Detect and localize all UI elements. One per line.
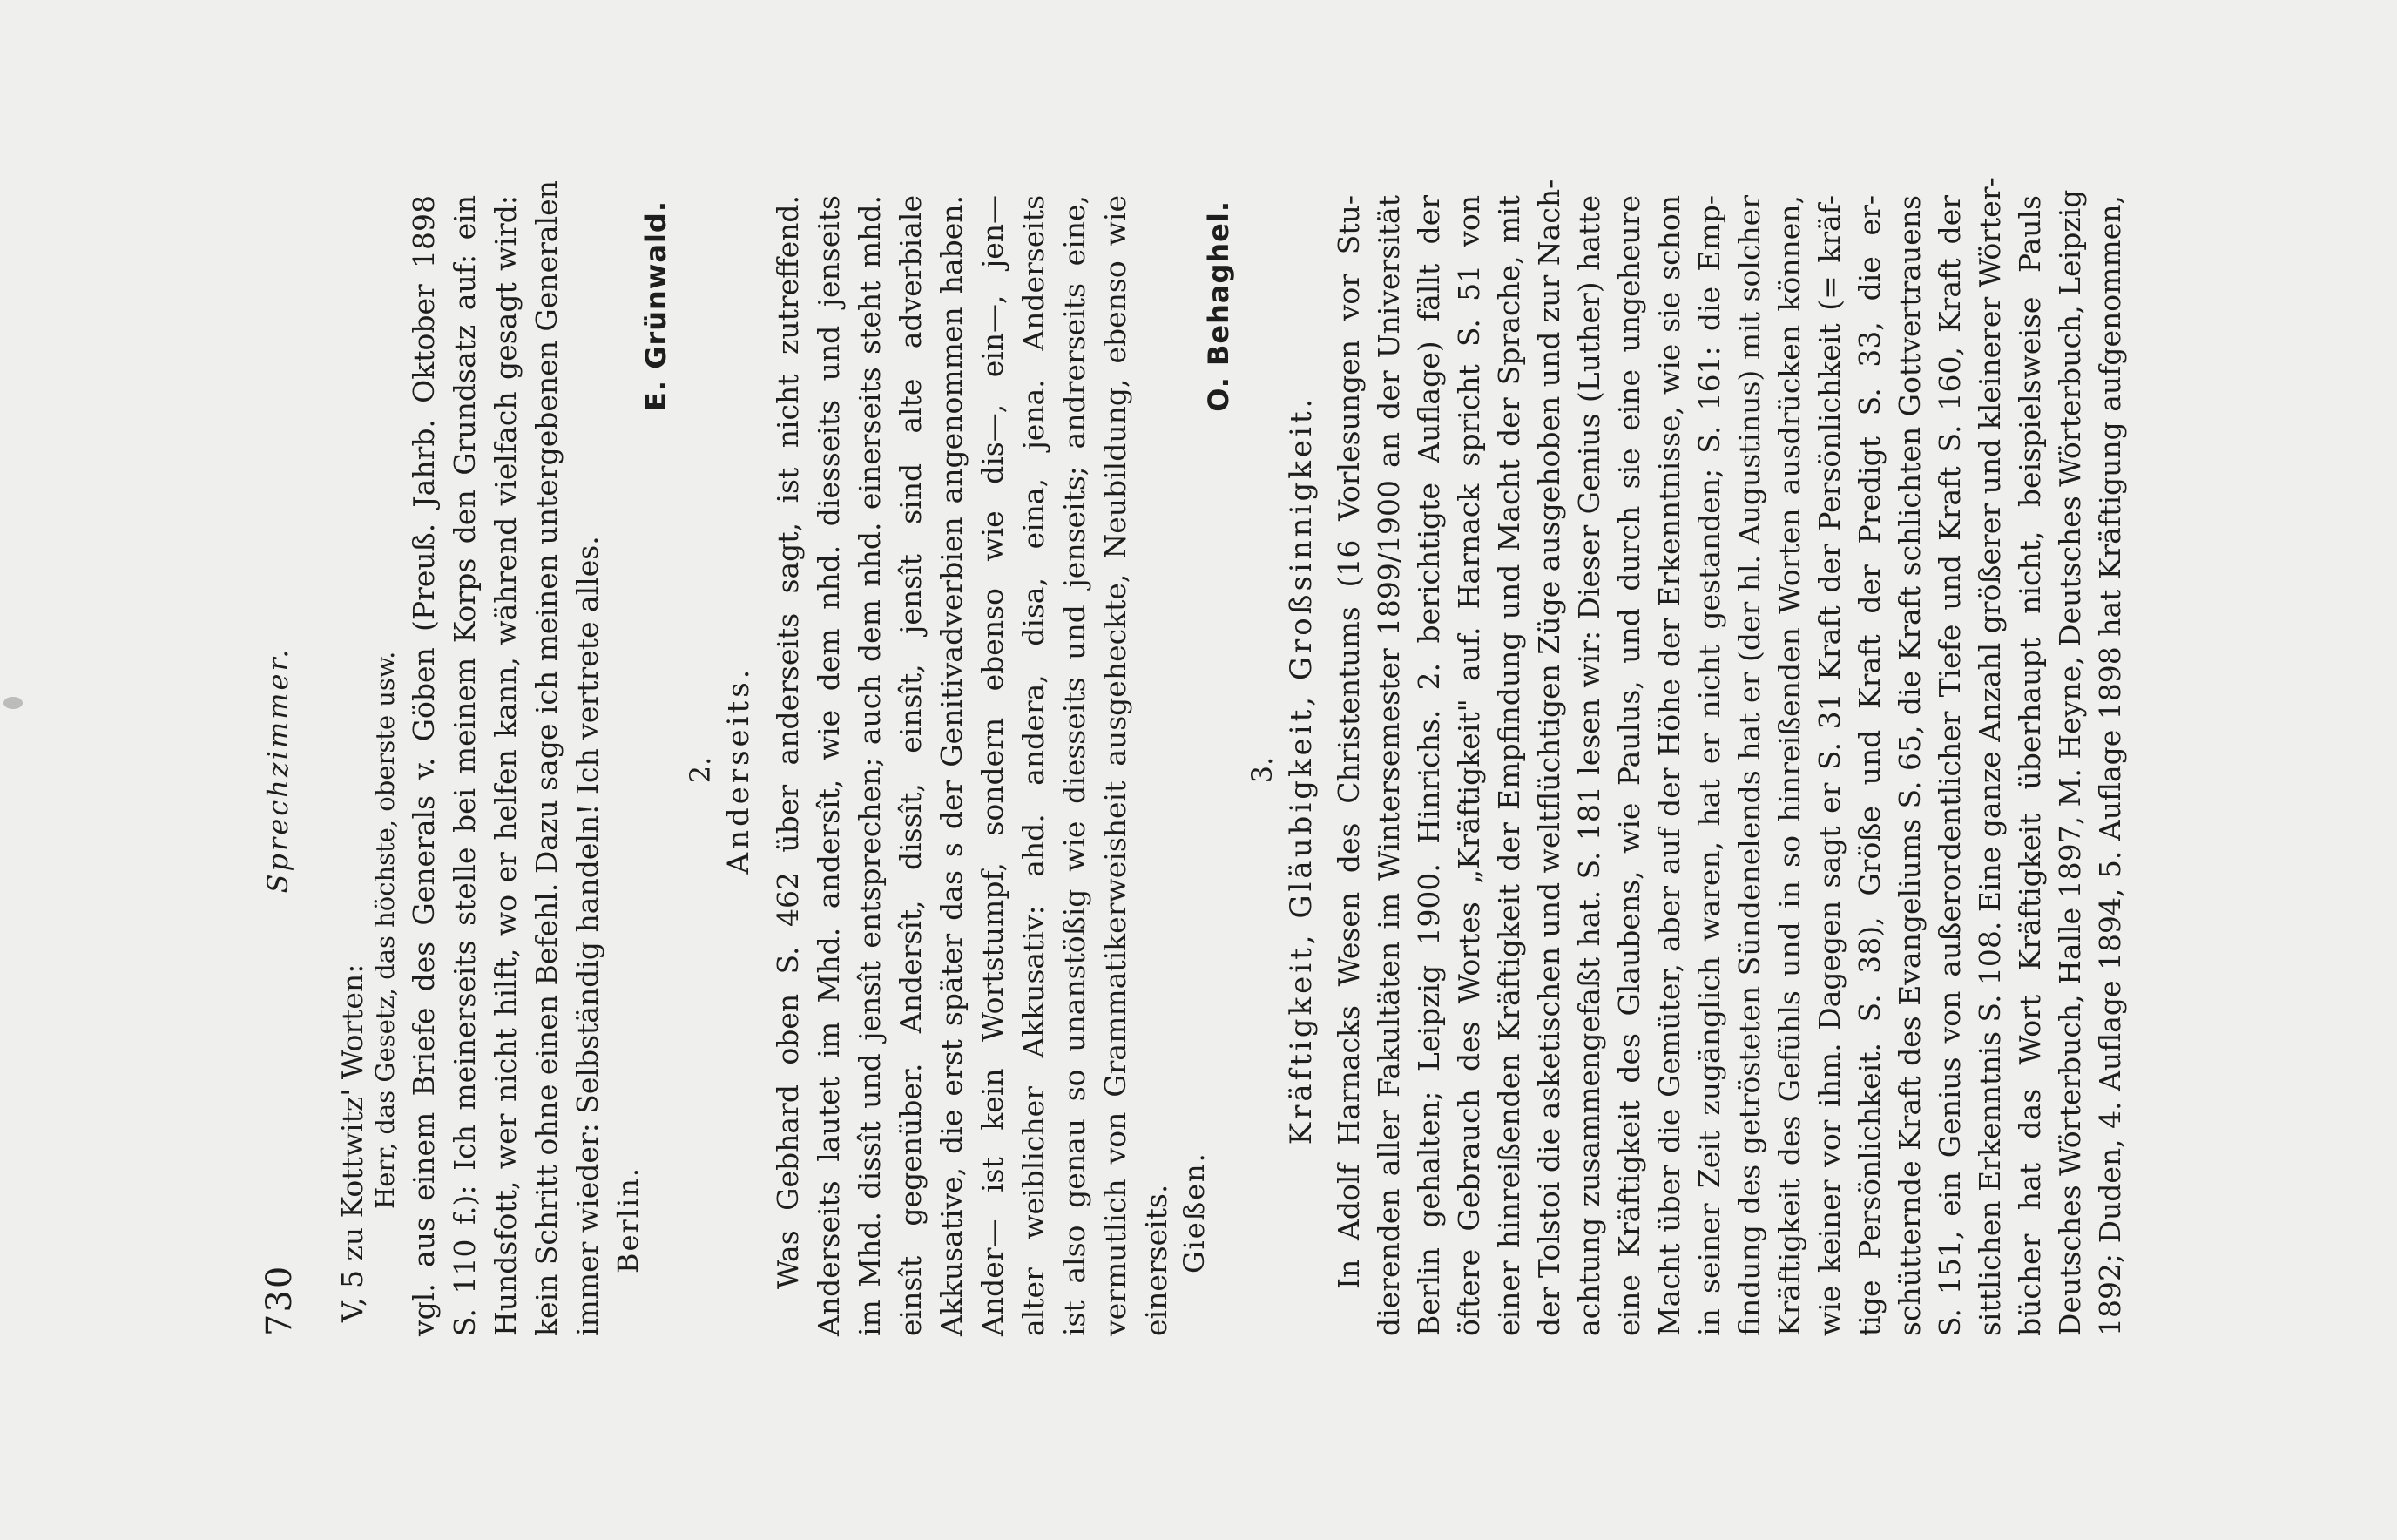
place-name: Berlin. <box>611 1166 645 1273</box>
section-number: 3. <box>1246 756 1279 784</box>
paragraph-line: sittlichen Erkenntnis S. 108. Eine ganze Anzahl größerer und kleinerer Wörter- <box>1973 177 2007 1336</box>
paragraph-line: immer wieder: Selbständig handeln! Ich vertrete alles. <box>571 536 604 1336</box>
section-number: 2. <box>684 756 717 784</box>
paragraph-line: im Mhd. dissît und jensît entsprechen; auch dem nhd. einerseits steht mhd. <box>853 195 887 1336</box>
paragraph-line: der Tolstoi die asketischen und weltflüchtigen Züge ausgehoben und zur Nach- <box>1532 179 1566 1336</box>
paragraph-line: S. 110 f.): Ich meinerseits stelle bei meinem Korps den Grundsatz auf: ein <box>448 195 482 1336</box>
author-signature: O. Behaghel. <box>1202 200 1235 412</box>
running-head: Sprechzimmer. <box>261 646 294 894</box>
paragraph-line: in seiner Zeit zugänglich waren, hat er nicht gestanden; S. 161: die Emp- <box>1692 195 1726 1336</box>
paragraph-line: einsît gegenüber. Andersît, dissît, einsît, jensît sind alte adverbiale <box>894 195 928 1336</box>
paragraph-line: schütternde Kraft des Evangeliums S. 65, die Kraft schlichten Gottvertrauens <box>1893 195 1927 1336</box>
author-signature: E. Grünwald. <box>639 200 672 411</box>
paragraph-line: 1892; Duden, 4. Auflage 1894, 5. Auflage 1898 hat Kräftigung aufgenommen, <box>2093 195 2127 1336</box>
paragraph-line: bücher hat das Wort Kräftigkeit überhaupt nicht, beispielsweise Pauls <box>2013 195 2047 1336</box>
paragraph-line: öftere Gebrauch des Wortes „Kräftigkeit" auf. Harnack spricht S. 51 von <box>1452 195 1486 1336</box>
place-name: Gießen. <box>1178 1152 1211 1273</box>
paragraph-line: Ander— ist kein Wortstumpf, sondern ebenso wie dis—, ein—, jen— <box>976 195 1009 1336</box>
paragraph-line: vgl. aus einem Briefe des Generals v. Göben (Preuß. Jahrb. Oktober 1898 <box>407 195 441 1336</box>
paragraph-line: Hundsfott, wer nicht hilft, wo er helfen kann, während vielfach gesagt wird: <box>489 195 523 1336</box>
paragraph-line: findung des getrösteten Sündenelends hat er (der hl. Augustinus) mit solcher <box>1732 195 1766 1336</box>
paragraph-line: alter weiblicher Akkusativ: ahd. andera, disa, eina, jena. Anderseits <box>1016 195 1050 1336</box>
page-number: 730 <box>260 1264 300 1336</box>
paragraph-line: einer hinreißenden Kräftigkeit der Empfindung und Macht der Sprache, mit <box>1492 195 1526 1336</box>
paragraph-line: Was Gebhard oben S. 462 über anderseits sagt, ist nicht zutreffend. <box>771 195 805 1289</box>
section-title: Kräftigkeit, Gläubigkeit, Großsinnigkeit. <box>1284 395 1319 1145</box>
quote-intro: V, 5 zu Kottwitz' Worten: <box>335 963 369 1322</box>
section-title: Anderseits. <box>721 665 756 875</box>
paragraph-line: ist also genau so unanstößig wie diesseits und jenseits; andrerseits eine, <box>1057 195 1091 1336</box>
paragraph-line: vermutlich von Grammatikerweisheit ausgeheckte, Neubildung, ebenso wie <box>1098 195 1132 1336</box>
paragraph-line: Berlin gehalten; Leipzig 1900. Hinrichs. 2. berichtigte Auflage) fällt der <box>1412 195 1446 1336</box>
paragraph-line: Macht über die Gemüter, aber auf der Höhe der Erkenntnisse, wie sie schon <box>1652 195 1686 1336</box>
paragraph-line: Kräftigkeit des Gefühls und in so hinreißenden Worten ausdrücken können, <box>1772 195 1806 1336</box>
paragraph-line: achtung zusammengefaßt hat. S. 181 lesen wir: Dieser Genius (Luther) hatte <box>1572 195 1606 1336</box>
paragraph-line: tige Persönlichkeit. S. 38), Größe und Kraft der Predigt S. 33, die er- <box>1853 195 1887 1336</box>
quote-line: Herr, das Gesetz, das höchste, oberste usw. <box>370 651 400 1209</box>
paragraph-line: einerseits. <box>1139 1184 1173 1336</box>
paragraph-line: S. 151, ein Genius von außerordentlicher Tiefe und Kraft S. 160, Kraft der <box>1933 195 1967 1336</box>
paragraph-line: eine Kräftigkeit des Glaubens, wie Paulus, und durch sie eine ungeheure <box>1612 195 1646 1336</box>
paragraph-line: Anderseits lautet im Mhd. andersît, wie dem nhd. diesseits und jenseits <box>812 195 846 1336</box>
paragraph-line: kein Schritt ohne einen Befehl. Dazu sage ich meinen untergebenen Generalen <box>530 180 564 1336</box>
paragraph-line: Deutsches Wörterbuch, Halle 1897, M. Heyne, Deutsches Wörterbuch, Leipzig <box>2053 189 2087 1336</box>
paragraph-line: In Adolf Harnacks Wesen des Christentums (16 Vorlesungen vor Stu- <box>1332 195 1366 1289</box>
paragraph-line: wie keiner vor ihm. Dagegen sagt er S. 31 Kraft der Persönlichkeit (= kräf- <box>1813 195 1847 1336</box>
paragraph-line: dierenden aller Fakultäten im Wintersemester 1899/1900 an der Universität <box>1372 195 1406 1336</box>
paragraph-line: Akkusative, die erst später das s der Genitivadverbien angenommen haben. <box>935 195 969 1336</box>
